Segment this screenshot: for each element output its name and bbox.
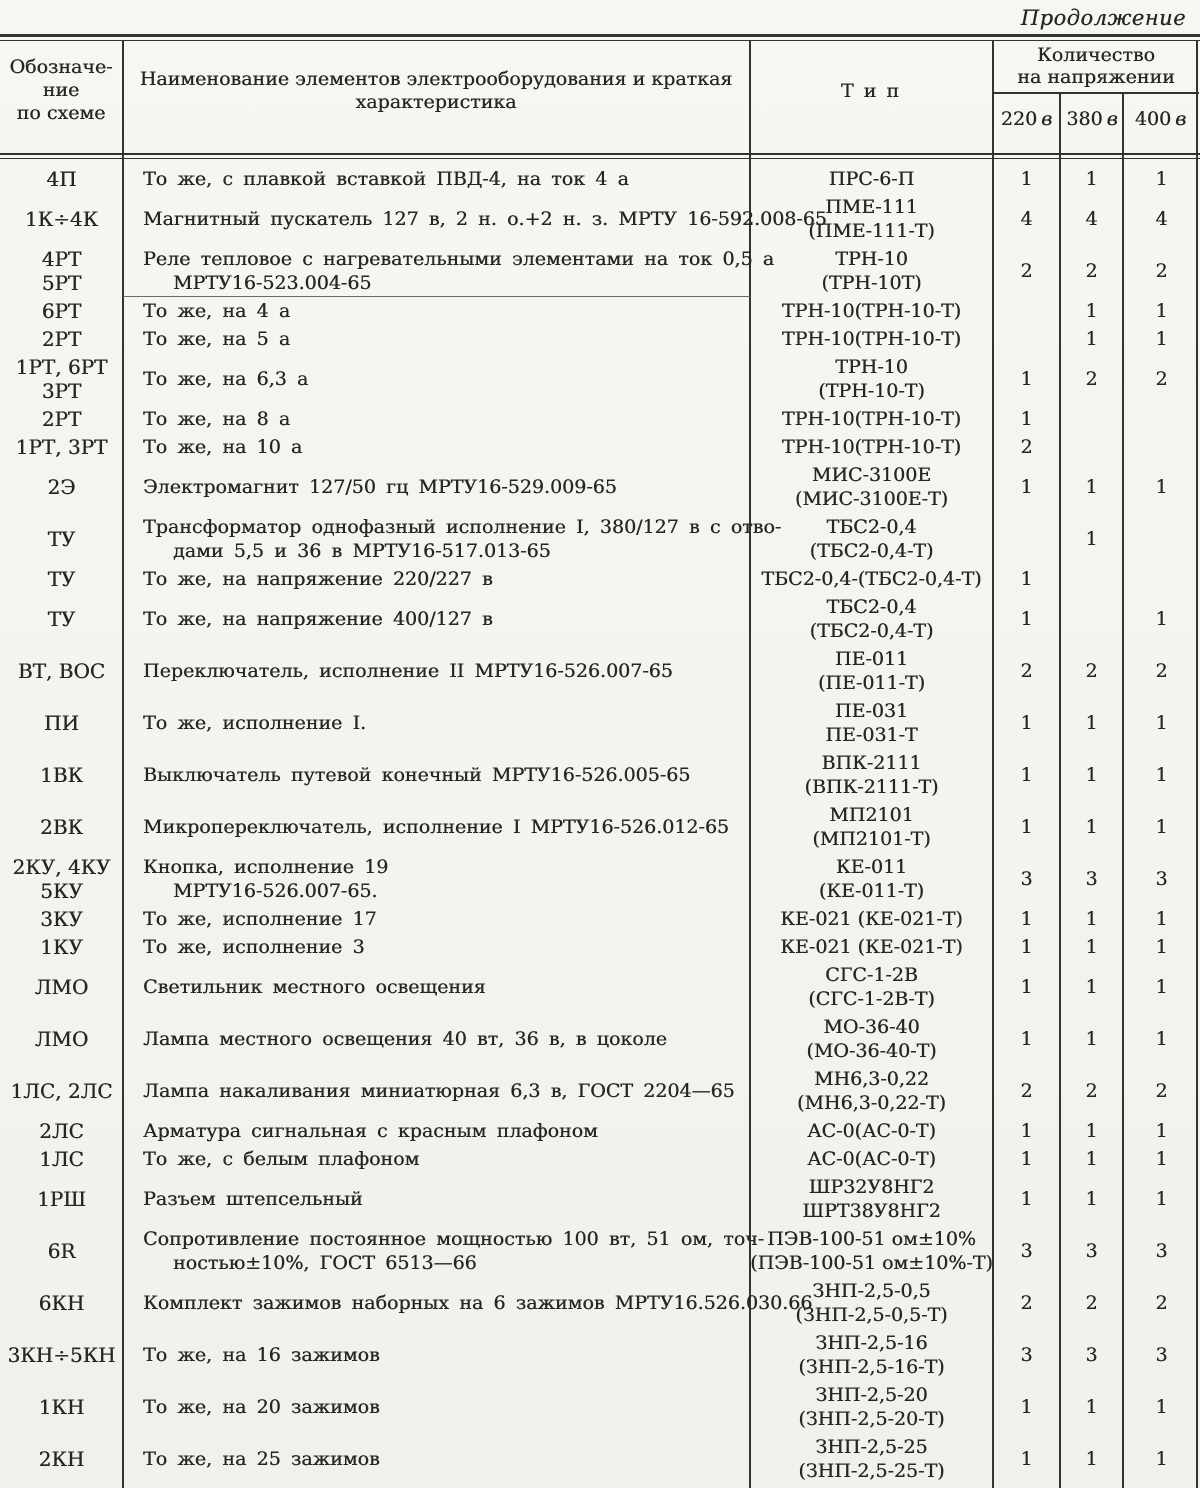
table-row	[0, 645, 1200, 697]
name-cell: Переключатель, исполнение II МРТУ16-526.007-65	[143, 660, 673, 682]
type-cell: ШР32У8НГ2 ШРТ38У8НГ2	[802, 1176, 941, 1222]
table-row	[0, 1013, 1200, 1065]
designation-cell: ТУ	[47, 567, 76, 591]
qty-220-cell: 1	[1020, 568, 1033, 590]
type-cell: КЕ-021 (КЕ-021-Т)	[780, 908, 963, 930]
qty-400-cell: 1	[1155, 1120, 1168, 1142]
qty-380-cell: 1	[1085, 1120, 1098, 1142]
table-row	[0, 461, 1200, 513]
type-cell: ПМЕ-111 (ПМЕ-111-Т)	[808, 196, 935, 242]
voltage-unit: в	[1106, 108, 1118, 130]
name-cell: То же, на 6,3 а	[143, 368, 309, 390]
header-designation-line: Обозначе-	[9, 56, 113, 78]
qty-380-cell: 2	[1085, 260, 1098, 282]
voltage-value: 400	[1134, 108, 1172, 130]
voltage-unit: в	[1175, 108, 1187, 130]
type-cell: ТРН-10 (ТРН-10Т)	[821, 248, 922, 294]
qty-400-cell: 3	[1155, 868, 1168, 890]
header-name-line: характеристика	[355, 91, 517, 113]
table-row	[0, 905, 1200, 933]
qty-400-cell: 2	[1155, 1080, 1168, 1102]
table-row	[0, 1329, 1200, 1381]
designation-cell: 4П	[46, 167, 77, 191]
type-cell: АС-0(АС-0-Т)	[807, 1148, 936, 1170]
qty-220-cell: 1	[1020, 1028, 1033, 1050]
qty-220-cell: 3	[1020, 1344, 1033, 1366]
type-cell: ТРН-10 (ТРН-10-Т)	[818, 356, 925, 402]
header-name	[123, 68, 749, 114]
qty-400-cell: 1	[1155, 976, 1168, 998]
qty-400-cell: 2	[1155, 260, 1168, 282]
qty-380-cell: 1	[1085, 764, 1098, 786]
name-cell: Разъем штепсельный	[143, 1188, 363, 1210]
type-cell: ТРН-10(ТРН-10-Т)	[781, 408, 962, 430]
qty-380-cell: 1	[1085, 816, 1098, 838]
name-cell: Электромагнит 127/50 гц МРТУ16-529.009-65	[143, 476, 617, 498]
type-cell: ПЕ-011 (ПЕ-011-Т)	[817, 648, 926, 694]
name-cell: Сопротивление постоянное мощностью 100 вт, 51 ом, точ- ностью±10%, ГОСТ 6513—66	[143, 1228, 765, 1274]
table-top-rule-thin	[0, 40, 1200, 41]
type-cell: МН6,3-0,22 (МН6,3-0,22-Т)	[797, 1068, 946, 1114]
qty-380-cell: 2	[1085, 660, 1098, 682]
table-row	[0, 749, 1200, 801]
name-cell: То же, исполнение I.	[143, 712, 367, 734]
designation-cell: 1ВК	[40, 763, 83, 787]
voltage-value: 220	[1000, 108, 1038, 130]
designation-cell: 6РТ	[41, 299, 82, 323]
type-cell: МП2101 (МП2101-Т)	[812, 804, 931, 850]
table-row	[0, 593, 1200, 645]
qty-220-cell: 1	[1020, 408, 1033, 430]
header-designation-line: ние	[42, 79, 80, 101]
qty-380-cell: 1	[1085, 528, 1098, 550]
qty-380-cell: 1	[1085, 300, 1098, 322]
qty-400-cell: 1	[1155, 168, 1168, 190]
qty-220-cell: 2	[1020, 1292, 1033, 1314]
table-top-rule-thick	[0, 34, 1200, 37]
table-row	[0, 1433, 1200, 1485]
qty-400-cell: 4	[1155, 208, 1168, 230]
qty-380-cell: 3	[1085, 1344, 1098, 1366]
qty-400-cell: 3	[1155, 1344, 1168, 1366]
header-designation-line: по схеме	[16, 102, 106, 124]
qty-220-cell: 1	[1020, 712, 1033, 734]
type-cell: КЕ-021 (КЕ-021-Т)	[780, 936, 963, 958]
type-cell: ПРС-6-П	[828, 168, 915, 190]
qty-220-cell: 1	[1020, 908, 1033, 930]
qty-400-cell: 1	[1155, 908, 1168, 930]
name-cell: Арматура сигнальная с красным плафоном	[143, 1120, 598, 1142]
table-row	[0, 1225, 1200, 1277]
designation-cell: ЛМО	[34, 1027, 89, 1051]
qty-380-cell: 4	[1085, 208, 1098, 230]
name-cell: То же, с белым плафоном	[143, 1148, 420, 1170]
qty-220-cell: 1	[1020, 476, 1033, 498]
qty-400-cell: 2	[1155, 368, 1168, 390]
qty-400-cell: 1	[1155, 1448, 1168, 1470]
header-quantity-line: на напряжении	[1017, 66, 1175, 88]
name-cell: То же, исполнение 3	[143, 936, 365, 958]
qty-220-cell: 1	[1020, 368, 1033, 390]
name-cell: Реле тепловое с нагревательными элементами на ток 0,5 а МРТУ16-523.004-65	[123, 245, 750, 297]
qty-400-cell: 1	[1155, 300, 1168, 322]
name-cell: То же, с плавкой вставкой ПВД-4, на ток 4 а	[143, 168, 629, 190]
qty-220-cell: 2	[1020, 436, 1033, 458]
header-voltage-380	[1061, 108, 1123, 130]
qty-400-cell: 2	[1155, 660, 1168, 682]
qty-220-cell: 2	[1020, 1080, 1033, 1102]
qty-220-cell: 1	[1020, 1148, 1033, 1170]
table-body	[0, 165, 1200, 1485]
qty-400-cell: 1	[1155, 936, 1168, 958]
qty-220-cell: 1	[1020, 1448, 1033, 1470]
table-row	[0, 933, 1200, 961]
table-row	[0, 405, 1200, 433]
name-cell: То же, на 5 а	[143, 328, 291, 350]
name-cell: То же, на 8 а	[143, 408, 291, 430]
designation-cell: 2Э	[47, 475, 76, 499]
qty-380-cell: 2	[1085, 1080, 1098, 1102]
qty-400-cell: 1	[1155, 1028, 1168, 1050]
name-cell: Микропереключатель, исполнение I МРТУ16-526.012-65	[143, 816, 730, 838]
table-row	[0, 697, 1200, 749]
type-cell: ТБС2-0,4-(ТБС2-0,4-Т)	[761, 568, 982, 590]
qty-220-cell: 2	[1020, 260, 1033, 282]
qty-220-cell: 1	[1020, 976, 1033, 998]
designation-cell: ЛМО	[34, 975, 89, 999]
name-cell: Лампа накаливания миниатюрная 6,3 в, ГОСТ 2204—65	[143, 1080, 735, 1102]
designation-cell: 6R	[47, 1239, 76, 1263]
type-cell: СГС-1-2В (СГС-1-2В-Т)	[808, 964, 935, 1010]
table-row	[0, 513, 1200, 565]
designation-cell: 6КН	[38, 1291, 85, 1315]
table-row	[0, 565, 1200, 593]
qty-380-cell: 1	[1085, 1448, 1098, 1470]
table-row	[0, 297, 1200, 325]
qty-400-cell: 1	[1155, 328, 1168, 350]
qty-220-cell: 4	[1020, 208, 1033, 230]
type-cell: ТРН-10(ТРН-10-Т)	[781, 436, 962, 458]
table-row	[0, 853, 1200, 905]
qty-380-cell: 1	[1085, 712, 1098, 734]
table-row	[0, 353, 1200, 405]
designation-cell: 1ЛС, 2ЛС	[10, 1079, 113, 1103]
qty-400-cell: 1	[1155, 1148, 1168, 1170]
name-cell: То же, исполнение 17	[143, 908, 377, 930]
qty-380-cell: 1	[1085, 1148, 1098, 1170]
type-cell: ЗНП-2,5-16 (ЗНП-2,5-16-Т)	[798, 1332, 945, 1378]
name-cell: Лампа местного освещения 40 вт, 36 в, в цоколе	[143, 1028, 667, 1050]
type-cell: ЗНП-2,5-25 (ЗНП-2,5-25-Т)	[798, 1436, 945, 1482]
qty-400-cell: 1	[1155, 712, 1168, 734]
qty-220-cell: 1	[1020, 168, 1033, 190]
name-cell: Светильник местного освещения	[143, 976, 486, 998]
continuation-label: Продолжение	[1020, 6, 1186, 30]
table-row	[0, 1145, 1200, 1173]
name-cell: То же, на 16 зажимов	[143, 1344, 380, 1366]
qty-400-cell: 1	[1155, 476, 1168, 498]
designation-cell: 1КУ	[40, 935, 83, 959]
type-cell: ПЭВ-100-51 ом±10% (ПЭВ-100-51 ом±10%-Т)	[750, 1228, 993, 1274]
type-cell: ТРН-10(ТРН-10-Т)	[781, 328, 962, 350]
qty-220-cell: 1	[1020, 764, 1033, 786]
qty-380-cell: 1	[1085, 1028, 1098, 1050]
designation-cell: 1РТ, 6РТ 3РТ	[15, 355, 108, 403]
name-cell: Выключатель путевой конечный МРТУ16-526.005-65	[143, 764, 691, 786]
header-bottom-rule-thin	[0, 158, 1200, 159]
qty-220-cell: 1	[1020, 1188, 1033, 1210]
table-row	[0, 193, 1200, 245]
table-row	[0, 801, 1200, 853]
type-cell: КЕ-011 (КЕ-011-Т)	[818, 856, 925, 902]
qty-400-cell: 1	[1155, 764, 1168, 786]
designation-cell: 3КН÷5КН	[7, 1343, 116, 1367]
designation-cell: 2РТ	[41, 407, 82, 431]
qty-400-cell: 2	[1155, 1292, 1168, 1314]
designation-cell: 1КН	[38, 1395, 85, 1419]
header-quantity-line: Количество	[1037, 44, 1155, 66]
name-cell: То же, на 4 а	[143, 300, 291, 322]
designation-cell: 3КУ	[40, 907, 83, 931]
qty-220-cell: 3	[1020, 1240, 1033, 1262]
qty-380-cell: 3	[1085, 1240, 1098, 1262]
designation-cell: ТУ	[47, 607, 76, 631]
qty-380-cell: 1	[1085, 476, 1098, 498]
qty-220-cell: 3	[1020, 868, 1033, 890]
type-cell: АС-0(АС-0-Т)	[807, 1120, 936, 1142]
name-cell: Комплект зажимов наборных на 6 зажимов МРТУ16.526.030.66	[143, 1292, 813, 1314]
header-quantity-group	[993, 44, 1199, 88]
qty-380-cell: 1	[1085, 976, 1098, 998]
designation-cell: 2КУ, 4КУ 5КУ	[12, 855, 111, 903]
designation-cell: 4РТ 5РТ	[41, 247, 82, 295]
table-row	[0, 433, 1200, 461]
designation-cell: 1ЛС	[39, 1147, 84, 1171]
header-voltage-220	[993, 108, 1060, 130]
qty-380-cell: 3	[1085, 868, 1098, 890]
header-voltage-400	[1124, 108, 1197, 130]
designation-cell: 2КН	[38, 1447, 85, 1471]
type-cell: ЗНП-2,5-0,5 (ЗНП-2,5-0,5-Т)	[795, 1280, 948, 1326]
table-row	[0, 165, 1200, 193]
name-cell: Трансформатор однофазный исполнение I, 380/127 в с отво- дами 5,5 и 36 в МРТУ16-517.013-65	[143, 516, 782, 562]
name-cell: То же, на 25 зажимов	[143, 1448, 380, 1470]
designation-cell: ПИ	[44, 711, 79, 735]
designation-cell: 1РТ, 3РТ	[15, 435, 108, 459]
table-row	[0, 245, 1200, 297]
name-cell: То же, на 20 зажимов	[143, 1396, 380, 1418]
qty-380-cell: 1	[1085, 328, 1098, 350]
qty-380-cell: 2	[1085, 368, 1098, 390]
table-row	[0, 1381, 1200, 1433]
qty-220-cell: 1	[1020, 1396, 1033, 1418]
designation-cell: 2ВК	[40, 815, 83, 839]
name-cell: Магнитный пускатель 127 в, 2 н. о.+2 н. з. МРТУ 16-592.008-65	[143, 208, 827, 230]
qty-400-cell: 1	[1155, 1396, 1168, 1418]
qty-400-cell: 1	[1155, 816, 1168, 838]
table-row	[0, 1173, 1200, 1225]
type-cell: ТБС2-0,4 (ТБС2-0,4-Т)	[809, 516, 934, 562]
qty-380-cell: 1	[1085, 1188, 1098, 1210]
designation-cell: ТУ	[47, 527, 76, 551]
table-row	[0, 1117, 1200, 1145]
qty-380-cell: 1	[1085, 936, 1098, 958]
qty-220-cell: 1	[1020, 608, 1033, 630]
table-row	[0, 1277, 1200, 1329]
qty-220-cell: 1	[1020, 816, 1033, 838]
designation-cell: 1К÷4К	[24, 207, 99, 231]
name-cell: Кнопка, исполнение 19 МРТУ16-526.007-65.	[143, 856, 389, 902]
name-cell: То же, на напряжение 400/127 в	[143, 608, 493, 630]
designation-cell: 2РТ	[41, 327, 82, 351]
type-cell: МИС-3100Е (МИС-3100Е-Т)	[794, 464, 949, 510]
table-row	[0, 961, 1200, 1013]
qty-380-cell: 1	[1085, 1396, 1098, 1418]
voltage-unit: в	[1041, 108, 1053, 130]
qty-380-cell: 2	[1085, 1292, 1098, 1314]
quantity-group-underline	[992, 92, 1199, 94]
qty-380-cell: 1	[1085, 168, 1098, 190]
qty-400-cell: 1	[1155, 1188, 1168, 1210]
header-designation	[0, 56, 122, 125]
type-cell: ТРН-10(ТРН-10-Т)	[781, 300, 962, 322]
type-cell: ВПК-2111 (ВПК-2111-Т)	[804, 752, 939, 798]
table-row	[0, 1065, 1200, 1117]
qty-220-cell: 1	[1020, 936, 1033, 958]
qty-380-cell: 1	[1085, 908, 1098, 930]
header-bottom-rule-thick	[0, 153, 1200, 155]
name-cell: То же, на напряжение 220/227 в	[143, 568, 493, 590]
name-cell: То же, на 10 а	[143, 436, 303, 458]
qty-400-cell: 3	[1155, 1240, 1168, 1262]
header-name-line: Наименование элементов электрооборудования и краткая	[139, 68, 733, 90]
qty-220-cell: 2	[1020, 660, 1033, 682]
designation-cell: ВТ, ВОС	[17, 659, 106, 683]
type-cell: ПЕ-031 ПЕ-031-Т	[825, 700, 918, 746]
qty-400-cell: 1	[1155, 608, 1168, 630]
type-cell: ЗНП-2,5-20 (ЗНП-2,5-20-Т)	[798, 1384, 945, 1430]
type-cell: ТБС2-0,4 (ТБС2-0,4-Т)	[809, 596, 934, 642]
table-row	[0, 325, 1200, 353]
qty-220-cell: 1	[1020, 1120, 1033, 1142]
designation-cell: 2ЛС	[39, 1119, 84, 1143]
type-cell: МО-36-40 (МО-36-40-Т)	[806, 1016, 937, 1062]
voltage-value: 380	[1066, 108, 1103, 130]
designation-cell: 1РШ	[36, 1187, 86, 1211]
header-type: Т и п	[840, 80, 902, 102]
